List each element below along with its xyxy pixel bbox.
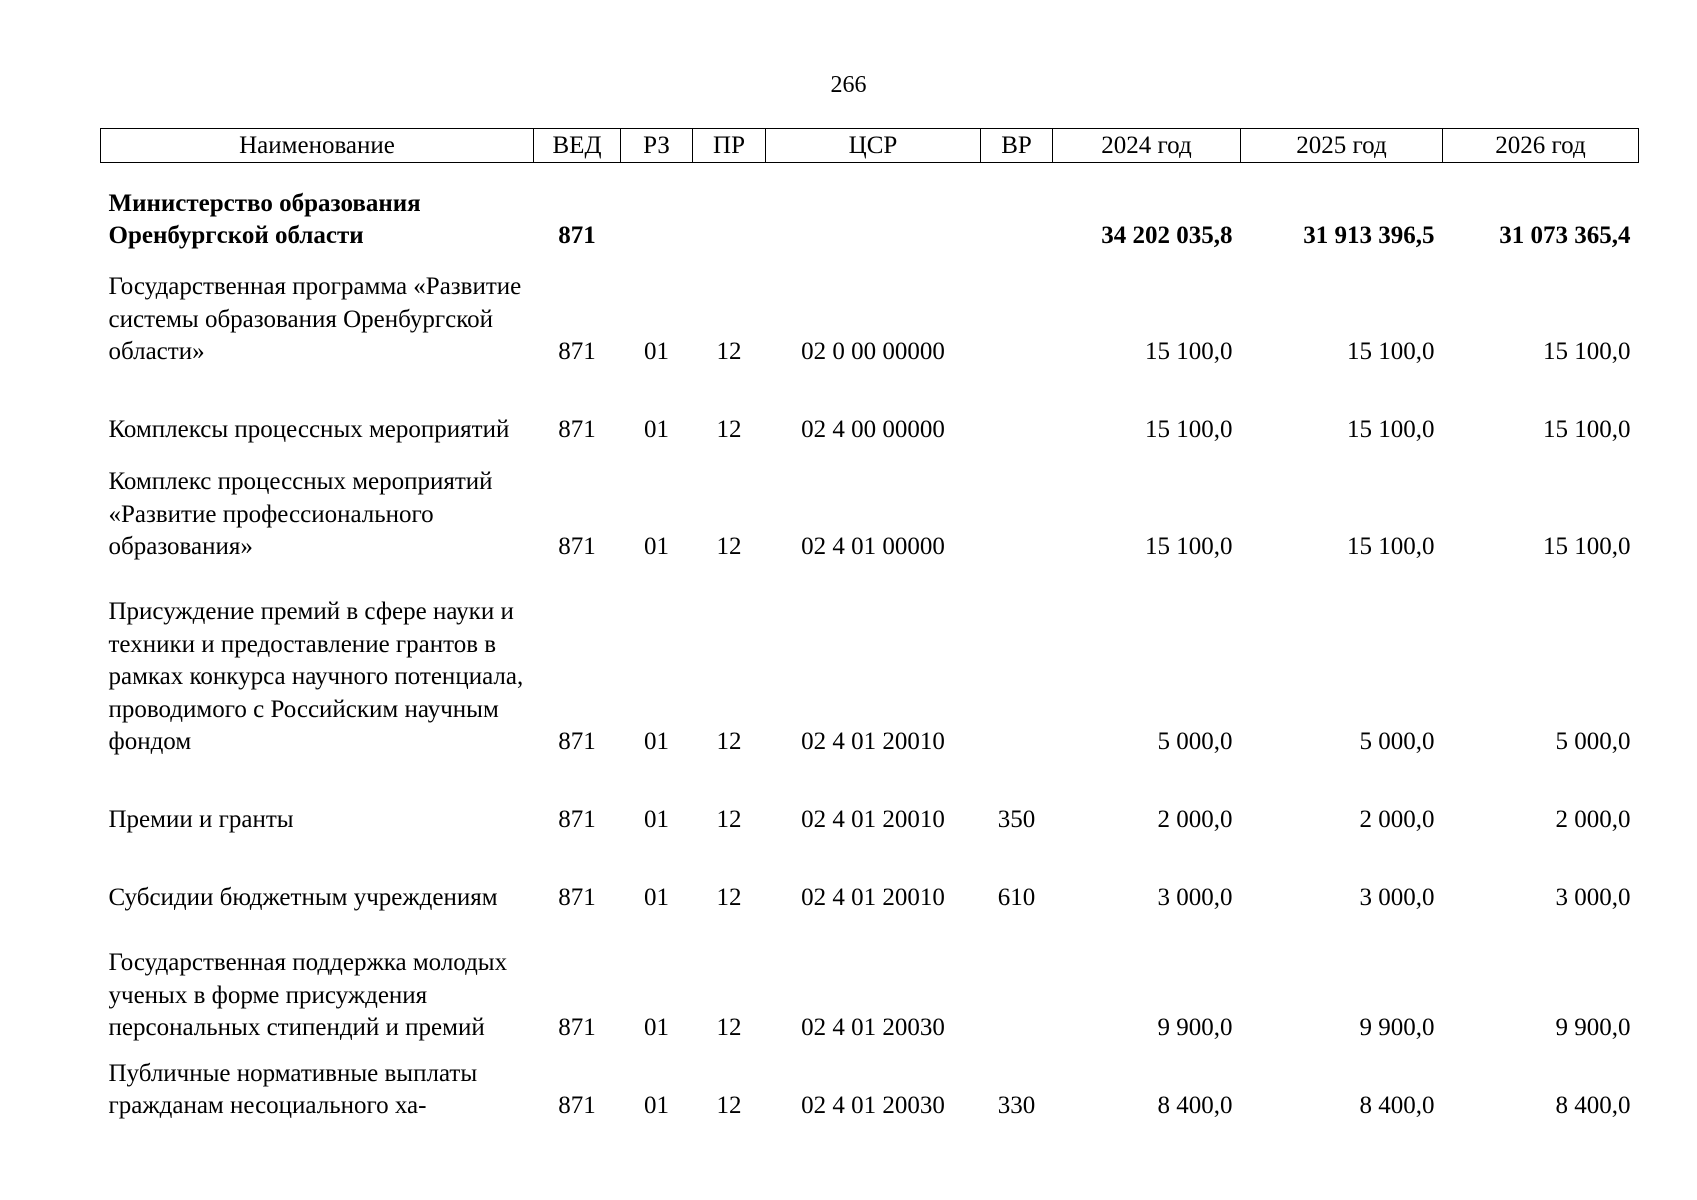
row-name: Комплекс процессных мероприятий «Развитие профессионального образования» xyxy=(108,468,493,560)
row-name: Государственная поддержка молодых ученых в форме присуждения персональных стипендий и премий xyxy=(108,949,508,1041)
row-name: Субсидии бюджетным учреждениям xyxy=(108,884,498,911)
row-2025: 15 100,0 xyxy=(1347,416,1435,443)
row-csr: 02 4 01 20010 xyxy=(801,806,945,833)
row-pr: 12 xyxy=(716,533,742,560)
row-csr: 02 4 01 00000 xyxy=(801,533,945,560)
row-2024: 3 000,0 xyxy=(1157,884,1233,911)
row-ved: 871 xyxy=(558,884,596,911)
row-vr xyxy=(981,369,1053,447)
row-2025: 15 100,0 xyxy=(1347,338,1435,365)
page-number: 266 xyxy=(830,72,867,98)
row-pr: 12 xyxy=(716,1014,742,1041)
row-2024: 15 100,0 xyxy=(1145,338,1233,365)
row-2025: 3 000,0 xyxy=(1359,884,1435,911)
row-name: Государственная программа «Развитие системы образования Оренбургской области» xyxy=(108,273,522,365)
row-ved: 871 xyxy=(558,806,596,833)
row-ved: 871 xyxy=(558,1092,596,1119)
row-vr xyxy=(981,253,1053,369)
row-pr: 12 xyxy=(716,728,742,755)
row-vr xyxy=(981,447,1053,564)
header-name: Наименование xyxy=(101,129,534,163)
row-2024: 2 000,0 xyxy=(1157,806,1233,833)
row-vr: 330 xyxy=(997,1092,1036,1119)
table-row xyxy=(101,759,1639,837)
row-2024: 5 000,0 xyxy=(1157,728,1233,755)
row-rz: 01 xyxy=(644,806,669,833)
row-2026: 15 100,0 xyxy=(1543,416,1631,443)
header-csr: ЦСР xyxy=(766,129,981,163)
table-row xyxy=(101,837,1639,915)
row-2026: 15 100,0 xyxy=(1543,533,1631,560)
row-ved: 871 xyxy=(558,1014,596,1041)
header-rz: РЗ xyxy=(621,129,693,163)
header-2025: 2025 год xyxy=(1241,129,1443,163)
row-2026: 15 100,0 xyxy=(1543,338,1631,365)
header-pr: ПР xyxy=(693,129,766,163)
row-name: Премии и гранты xyxy=(108,806,294,833)
row-2024: 34 202 035,8 xyxy=(1101,222,1233,249)
row-2026: 9 900,0 xyxy=(1555,1014,1631,1041)
row-name: Публичные нормативные выплаты гражданам несоциального ха- xyxy=(108,1059,478,1119)
header-2026: 2026 год xyxy=(1443,129,1639,163)
row-2024: 9 900,0 xyxy=(1157,1014,1233,1041)
table-row xyxy=(101,915,1639,1045)
table-row xyxy=(101,564,1639,759)
row-csr: 02 4 01 20010 xyxy=(801,728,945,755)
row-2026: 31 073 365,4 xyxy=(1499,222,1631,249)
row-rz: 01 xyxy=(644,1014,669,1041)
row-name: Присуждение премий в сфере науки и техники и предоставление грантов в рамках конкурса научного потенциала, проводимого с Российским научным фондом xyxy=(108,598,524,755)
header-vr: ВР xyxy=(981,129,1053,163)
row-vr xyxy=(981,915,1053,1045)
row-ved: 871 xyxy=(558,222,596,249)
row-vr xyxy=(981,163,1053,253)
row-rz xyxy=(621,163,693,253)
row-csr: 02 4 01 20010 xyxy=(801,884,945,911)
row-csr: 02 4 00 00000 xyxy=(801,416,945,443)
row-2024: 8 400,0 xyxy=(1157,1092,1233,1119)
row-csr: 02 0 00 00000 xyxy=(801,338,945,365)
row-rz: 01 xyxy=(644,338,669,365)
table-header-row xyxy=(101,129,1639,163)
row-2026: 5 000,0 xyxy=(1555,728,1631,755)
row-2026: 2 000,0 xyxy=(1555,806,1631,833)
header-2024: 2024 год xyxy=(1053,129,1241,163)
row-ved: 871 xyxy=(558,728,596,755)
row-name: Комплексы процессных мероприятий xyxy=(108,416,510,443)
row-rz: 01 xyxy=(644,728,669,755)
row-name: Министерство образования Оренбургской области xyxy=(108,189,421,249)
row-2025: 8 400,0 xyxy=(1359,1092,1435,1119)
row-rz: 01 xyxy=(644,416,669,443)
row-pr: 12 xyxy=(716,1092,742,1119)
row-rz: 01 xyxy=(644,1092,669,1119)
row-2025: 15 100,0 xyxy=(1347,533,1435,560)
table-row xyxy=(101,1045,1639,1123)
row-2025: 2 000,0 xyxy=(1359,806,1435,833)
row-vr: 350 xyxy=(997,806,1036,833)
row-pr: 12 xyxy=(716,416,742,443)
row-csr: 02 4 01 20030 xyxy=(801,1092,945,1119)
row-2025: 5 000,0 xyxy=(1359,728,1435,755)
row-2024: 15 100,0 xyxy=(1145,416,1233,443)
header-ved: ВЕД xyxy=(534,129,621,163)
row-2026: 8 400,0 xyxy=(1555,1092,1631,1119)
table-row xyxy=(101,447,1639,564)
row-vr xyxy=(981,564,1053,759)
row-pr: 12 xyxy=(716,806,742,833)
row-2025: 31 913 396,5 xyxy=(1303,222,1435,249)
row-2026: 3 000,0 xyxy=(1555,884,1631,911)
row-rz: 01 xyxy=(644,884,669,911)
row-vr: 610 xyxy=(997,884,1036,911)
row-rz: 01 xyxy=(644,533,669,560)
row-pr: 12 xyxy=(716,884,742,911)
row-ved: 871 xyxy=(558,533,596,560)
row-2025: 9 900,0 xyxy=(1359,1014,1435,1041)
row-ved: 871 xyxy=(558,416,596,443)
table-row xyxy=(101,253,1639,369)
row-csr: 02 4 01 20030 xyxy=(801,1014,945,1041)
budget-table xyxy=(100,128,1639,1123)
table-row xyxy=(101,369,1639,447)
row-pr xyxy=(693,163,766,253)
row-ved: 871 xyxy=(558,338,596,365)
row-csr xyxy=(766,163,981,253)
row-pr: 12 xyxy=(716,338,742,365)
row-2024: 15 100,0 xyxy=(1145,533,1233,560)
table-row xyxy=(101,163,1639,253)
